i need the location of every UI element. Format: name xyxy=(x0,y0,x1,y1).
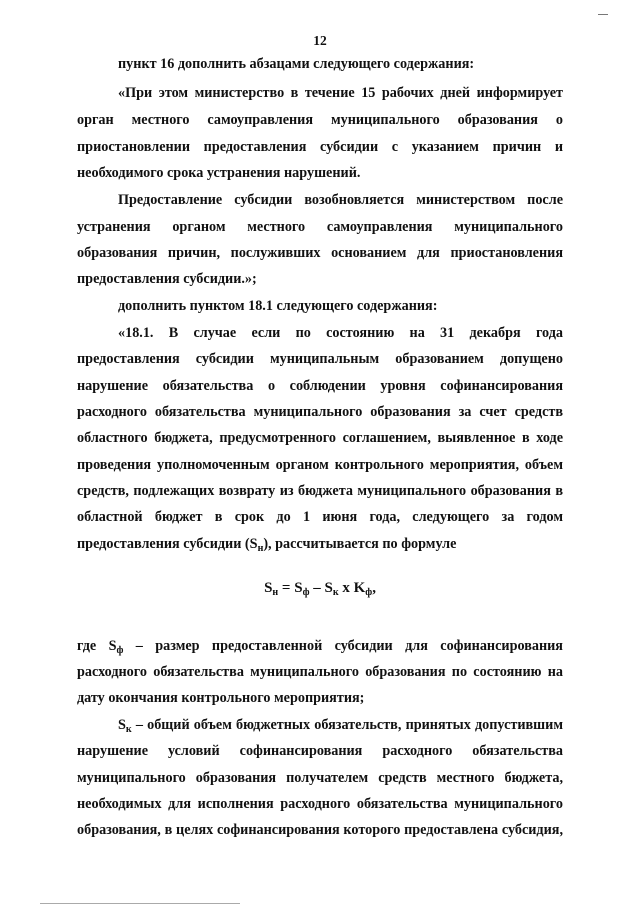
subscript: н xyxy=(272,587,279,598)
paragraph-line: расходного обязательства муниципального образования за счет средств xyxy=(77,404,563,420)
subscript: ф xyxy=(365,587,373,598)
text-run: S xyxy=(118,717,126,733)
paragraph-line: расходного обязательства муниципального образования по состоянию на xyxy=(77,664,563,680)
text-run: где S xyxy=(77,638,117,654)
text-run: предоставления субсидии (S xyxy=(77,536,258,552)
paragraph-line: Предоставление субсидии возобновляется министерством после xyxy=(118,192,563,208)
subscript: к xyxy=(332,587,339,598)
paragraph-line: приостановлении предоставления субсидии с указанием причин и xyxy=(77,139,563,155)
paragraph-line: «При этом министерство в течение 15 рабочих дней информирует xyxy=(118,85,563,101)
paragraph-line: устранения органом местного самоуправления муниципального xyxy=(77,219,563,235)
paragraph-line: дополнить пунктом 18.1 следующего содержания: xyxy=(118,298,438,314)
text-run: – размер предоставленной субсидии для софинансирования xyxy=(123,638,563,654)
paragraph-line: областного бюджета, предусмотренного соглашением, выявленное в ходе xyxy=(77,430,563,446)
paragraph-line: областной бюджет в срок до 1 июня года, следующего за годом xyxy=(77,509,563,525)
text-run: – общий объем бюджетных обязательств, принятых допустившим xyxy=(131,717,563,733)
paragraph-line: проведения уполномоченным органом контрольного мероприятия, объем xyxy=(77,457,563,473)
paragraph-line: пункт 16 дополнить абзацами следующего содержания: xyxy=(118,56,475,72)
paragraph-line xyxy=(77,637,563,660)
subscript: н xyxy=(257,543,264,554)
paragraph-line: предоставления субсидии.»; xyxy=(77,271,257,287)
formula-part: – S xyxy=(309,580,333,596)
formula-part: x K xyxy=(338,580,366,596)
paragraph-line: нарушение условий софинансирования расходного обязательства xyxy=(77,743,563,759)
paragraph-line: «18.1. В случае если по состоянию на 31 декабря года xyxy=(118,325,563,341)
paragraph-line: необходимых для исполнения расходного обязательства муниципального xyxy=(77,796,563,812)
formula-part: = S xyxy=(278,580,303,596)
paragraph-line: образования причин, послуживших основанием для приостановления xyxy=(77,245,563,261)
subscript: к xyxy=(125,724,132,735)
paragraph-line: предоставления субсидии муниципальным образованием допущено xyxy=(77,351,563,367)
paragraph-line: муниципального образования получателем средств местного бюджета, xyxy=(77,770,563,786)
formula-part: S xyxy=(264,580,273,596)
text-run: ), рассчитывается по формуле xyxy=(263,536,457,552)
paragraph-line: средств, подлежащих возврату из бюджета муниципального образования в xyxy=(77,483,563,499)
paragraph-line: орган местного самоуправления муниципального образования о xyxy=(77,112,563,128)
paragraph-line: образования, в целях софинансирования которого предоставлена субсидия, xyxy=(77,822,563,838)
paragraph-line: нарушение обязательства о соблюдении уровня софинансирования xyxy=(77,378,563,394)
subscript: ф xyxy=(302,587,310,598)
paragraph-line xyxy=(77,535,563,558)
formula-part: , xyxy=(372,580,376,596)
formula xyxy=(0,580,640,598)
paragraph-line xyxy=(118,716,563,739)
scan-mark-top-right xyxy=(598,14,608,15)
paragraph-line: необходимого срока устранения нарушений. xyxy=(77,165,361,181)
paragraph-line: дату окончания контрольного мероприятия; xyxy=(77,690,365,706)
page-number: 12 xyxy=(313,33,327,48)
subscript: ф xyxy=(116,645,124,656)
scan-mark-bottom xyxy=(40,903,240,904)
